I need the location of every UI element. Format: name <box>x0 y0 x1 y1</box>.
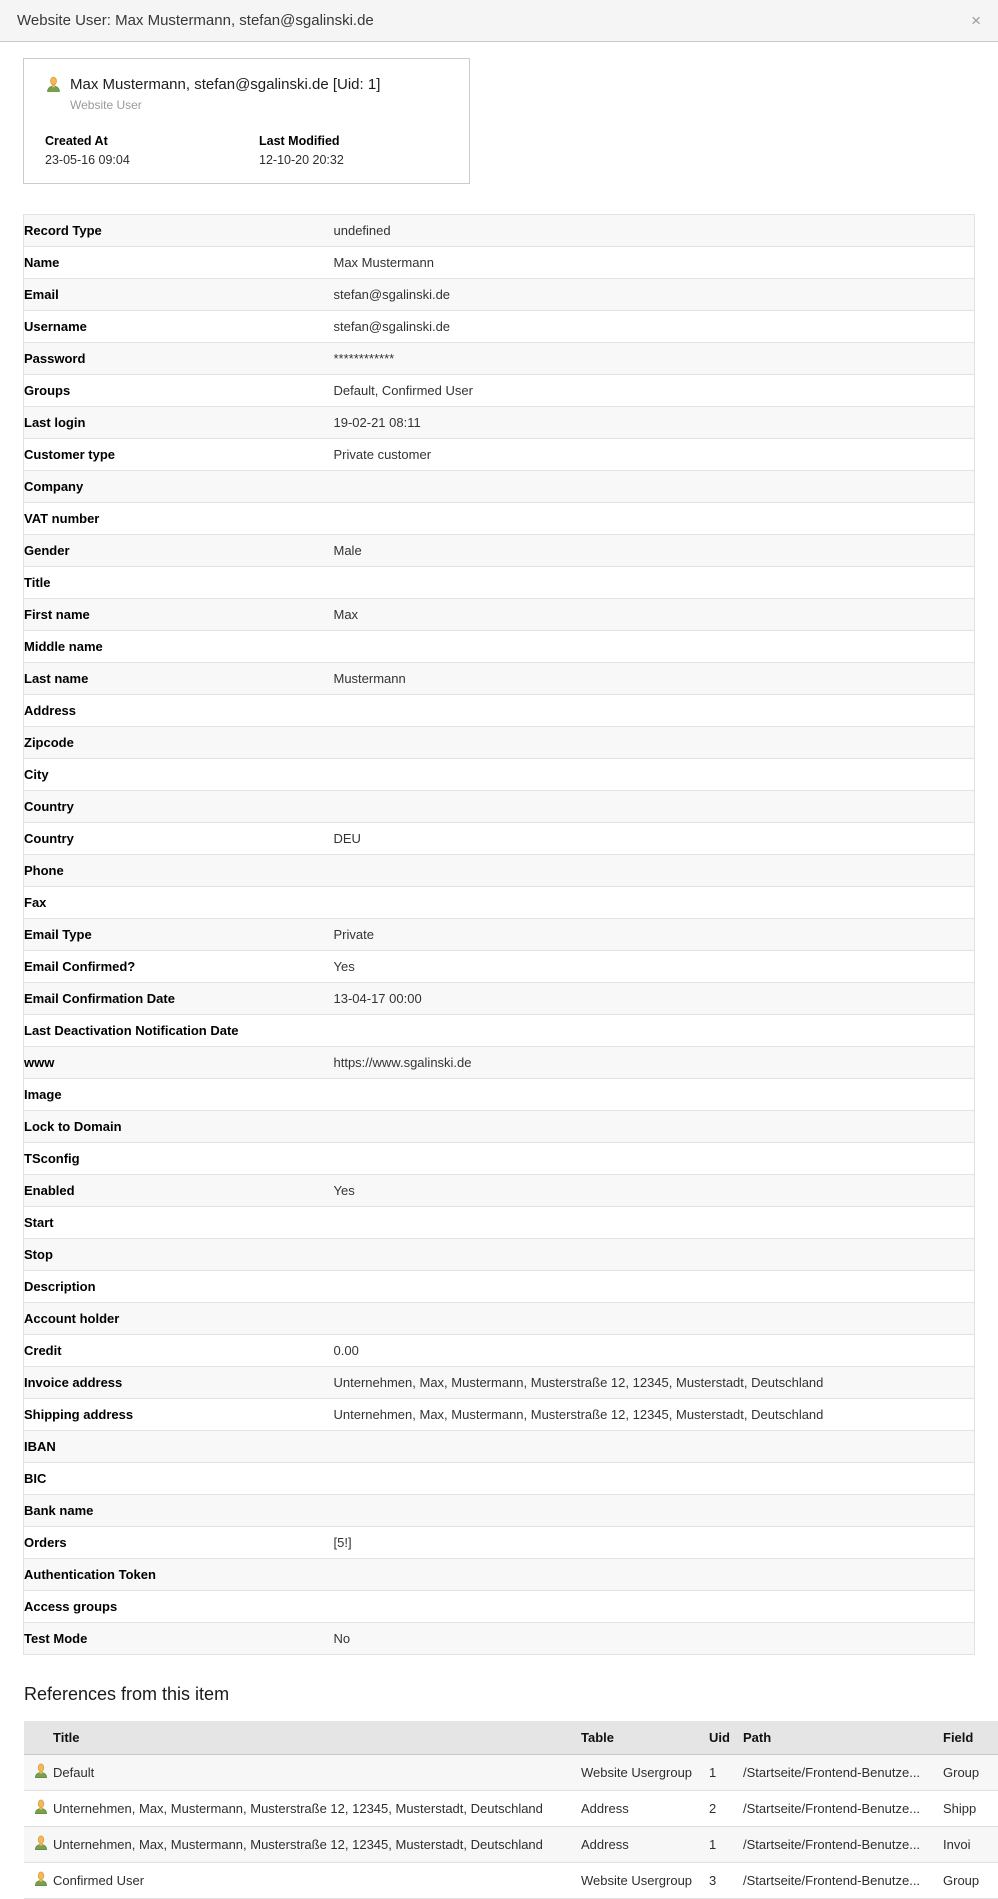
column-header-path: Path <box>743 1721 943 1755</box>
detail-row <box>24 759 975 791</box>
frontend-user-icon <box>33 1871 49 1887</box>
detail-value: Male <box>333 543 362 558</box>
record-header <box>45 76 451 93</box>
created-at-value: 23-05-16 09:04 <box>45 153 130 167</box>
detail-row <box>24 887 975 919</box>
reference-uid: 2 <box>709 1801 717 1816</box>
references-header-row <box>24 1721 998 1755</box>
record-detail-table <box>23 214 975 1655</box>
detail-label: Bank name <box>24 1503 94 1518</box>
column-header-uid: Uid <box>709 1721 743 1755</box>
detail-value: https://www.sgalinski.de <box>333 1055 472 1070</box>
reference-uid: 3 <box>709 1873 717 1888</box>
detail-value: 13-04-17 00:00 <box>333 991 422 1006</box>
detail-row <box>24 1239 975 1271</box>
detail-label: Middle name <box>24 639 103 654</box>
detail-row <box>24 1047 975 1079</box>
reference-uid: 1 <box>709 1765 717 1780</box>
references-table <box>24 1721 998 1899</box>
detail-value: Private customer <box>333 447 432 462</box>
detail-label: Shipping address <box>24 1407 134 1422</box>
detail-label: Last name <box>24 671 89 686</box>
detail-label: Start <box>24 1215 54 1230</box>
reference-uid: 1 <box>709 1837 717 1852</box>
detail-value <box>334 1143 975 1175</box>
reference-row[interactable] <box>24 1755 998 1791</box>
detail-value <box>334 1207 975 1239</box>
user-info-card <box>23 58 470 184</box>
reference-title: Default <box>53 1765 95 1780</box>
detail-label: Description <box>24 1279 96 1294</box>
reference-title: Confirmed User <box>53 1873 145 1888</box>
last-modified-value: 12-10-20 20:32 <box>259 153 344 167</box>
detail-label: Name <box>24 255 60 270</box>
detail-label: Email Type <box>24 927 92 942</box>
detail-row <box>24 471 975 503</box>
detail-value: Yes <box>333 1183 355 1198</box>
detail-value <box>334 567 975 599</box>
detail-row <box>24 1399 975 1431</box>
detail-row <box>24 1463 975 1495</box>
detail-value: DEU <box>333 831 361 846</box>
detail-value <box>334 503 975 535</box>
detail-label: Credit <box>24 1343 62 1358</box>
detail-value <box>334 759 975 791</box>
detail-label: Image <box>24 1087 62 1102</box>
modal-title: Website User: Max Mustermann, stefan@sgalinski.de <box>17 12 374 29</box>
detail-row <box>24 1015 975 1047</box>
detail-label: Password <box>24 351 86 366</box>
detail-value <box>334 1111 975 1143</box>
detail-row <box>24 631 975 663</box>
frontend-user-icon <box>33 1799 49 1815</box>
reference-path: /Startseite/Frontend-Benutze... <box>743 1765 921 1780</box>
detail-label: Record Type <box>24 223 102 238</box>
detail-row <box>24 1175 975 1207</box>
reference-title: Unternehmen, Max, Mustermann, Musterstraße 12, 12345, Musterstadt, Deutschland <box>53 1837 543 1852</box>
detail-label: Invoice address <box>24 1375 123 1390</box>
detail-value: 0.00 <box>333 1343 359 1358</box>
reference-row[interactable] <box>24 1863 998 1899</box>
detail-label: Test Mode <box>24 1631 88 1646</box>
detail-label: Lock to Domain <box>24 1119 122 1134</box>
detail-row <box>24 1591 975 1623</box>
detail-label: Email Confirmed? <box>24 959 136 974</box>
close-button[interactable] <box>971 12 981 29</box>
reference-table: Address <box>581 1837 629 1852</box>
detail-value <box>334 727 975 759</box>
detail-row <box>24 407 975 439</box>
detail-row <box>24 791 975 823</box>
detail-row <box>24 1303 975 1335</box>
detail-label: Gender <box>24 543 70 558</box>
detail-row <box>24 727 975 759</box>
detail-row <box>24 1431 975 1463</box>
detail-value: [5!] <box>333 1535 352 1550</box>
detail-row <box>24 823 975 855</box>
detail-value <box>334 631 975 663</box>
detail-value: Max Mustermann <box>333 255 434 270</box>
reference-field: Group <box>943 1873 980 1888</box>
detail-value <box>334 1463 975 1495</box>
detail-value: Unternehmen, Max, Mustermann, Musterstraße 12, 12345, Musterstadt, Deutschland <box>333 1407 824 1422</box>
detail-label: City <box>24 767 49 782</box>
detail-row <box>24 535 975 567</box>
detail-label: Email Confirmation Date <box>24 991 175 1006</box>
detail-value <box>334 855 975 887</box>
detail-value <box>334 887 975 919</box>
detail-value: Yes <box>333 959 355 974</box>
detail-row <box>24 951 975 983</box>
detail-value: undefined <box>333 223 391 238</box>
detail-value: Max <box>333 607 359 622</box>
reference-field: Invoi <box>943 1837 971 1852</box>
detail-value: ************ <box>333 351 395 366</box>
detail-label: VAT number <box>24 511 100 526</box>
detail-label: Country <box>24 799 74 814</box>
detail-row <box>24 439 975 471</box>
detail-label: Account holder <box>24 1311 120 1326</box>
detail-label: Fax <box>24 895 47 910</box>
detail-row <box>24 599 975 631</box>
detail-row <box>24 1079 975 1111</box>
detail-row <box>24 279 975 311</box>
detail-row <box>24 503 975 535</box>
modal-header <box>0 0 998 42</box>
detail-row <box>24 1207 975 1239</box>
detail-value <box>334 471 975 503</box>
detail-value: Default, Confirmed User <box>333 383 473 398</box>
detail-value <box>334 1015 975 1047</box>
reference-row[interactable] <box>24 1827 998 1863</box>
record-dates <box>45 134 451 167</box>
reference-path: /Startseite/Frontend-Benutze... <box>743 1837 921 1852</box>
detail-label: Last Deactivation Notification Date <box>24 1023 239 1038</box>
detail-row <box>24 1111 975 1143</box>
reference-title: Unternehmen, Max, Mustermann, Musterstraße 12, 12345, Musterstadt, Deutschland <box>53 1801 543 1816</box>
detail-value <box>334 1591 975 1623</box>
column-header-icon <box>24 1721 53 1755</box>
detail-row <box>24 1623 975 1655</box>
detail-value <box>334 1431 975 1463</box>
last-modified-label: Last Modified <box>259 134 340 148</box>
detail-value: Private <box>333 927 374 942</box>
detail-value <box>334 1495 975 1527</box>
detail-label: BIC <box>24 1471 47 1486</box>
detail-row <box>24 919 975 951</box>
detail-label: Stop <box>24 1247 53 1262</box>
detail-value <box>334 1559 975 1591</box>
column-header-table: Table <box>581 1721 709 1755</box>
detail-row <box>24 983 975 1015</box>
detail-label: Username <box>24 319 87 334</box>
detail-label: Zipcode <box>24 735 74 750</box>
detail-row <box>24 247 975 279</box>
frontend-user-icon <box>33 1835 49 1851</box>
detail-label: Access groups <box>24 1599 118 1614</box>
detail-row <box>24 567 975 599</box>
detail-row <box>24 1271 975 1303</box>
record-title: Max Mustermann, stefan@sgalinski.de [Uid: 1] <box>70 76 381 93</box>
detail-row <box>24 1335 975 1367</box>
detail-label: Company <box>24 479 84 494</box>
detail-label: Enabled <box>24 1183 75 1198</box>
detail-value: 19-02-21 08:11 <box>333 415 421 430</box>
references-heading: References from this item <box>24 1684 230 1704</box>
frontend-user-icon <box>45 76 62 93</box>
detail-row <box>24 1527 975 1559</box>
detail-row <box>24 663 975 695</box>
detail-value: stefan@sgalinski.de <box>333 319 451 334</box>
detail-label: www <box>24 1055 55 1070</box>
detail-row <box>24 855 975 887</box>
detail-label: Country <box>24 831 74 846</box>
detail-value <box>334 791 975 823</box>
detail-label: Orders <box>24 1535 67 1550</box>
detail-row <box>24 1559 975 1591</box>
detail-label: First name <box>24 607 90 622</box>
close-icon: × <box>971 11 981 30</box>
detail-row <box>24 1495 975 1527</box>
detail-label: IBAN <box>24 1439 56 1454</box>
detail-row <box>24 215 975 247</box>
detail-row <box>24 343 975 375</box>
detail-label: Last login <box>24 415 86 430</box>
reference-table: Address <box>581 1801 629 1816</box>
column-header-title: Title <box>53 1721 581 1755</box>
detail-label: Email <box>24 287 59 302</box>
detail-row <box>24 1143 975 1175</box>
detail-label: Address <box>24 703 77 718</box>
detail-value <box>334 1303 975 1335</box>
detail-row <box>24 311 975 343</box>
detail-label: Title <box>24 575 51 590</box>
record-type-label: Website User <box>70 98 142 112</box>
reference-path: /Startseite/Frontend-Benutze... <box>743 1801 921 1816</box>
detail-label: TSconfig <box>24 1151 80 1166</box>
detail-label: Phone <box>24 863 64 878</box>
frontend-user-icon <box>33 1763 49 1779</box>
created-at-label: Created At <box>45 134 108 148</box>
detail-value <box>334 1271 975 1303</box>
column-header-field: Field <box>943 1721 998 1755</box>
detail-row <box>24 375 975 407</box>
reference-field: Shipp <box>943 1801 977 1816</box>
reference-row[interactable] <box>24 1791 998 1827</box>
detail-row <box>24 695 975 727</box>
detail-value <box>334 1079 975 1111</box>
detail-value: Mustermann <box>333 671 406 686</box>
detail-value: No <box>333 1631 351 1646</box>
detail-label: Groups <box>24 383 71 398</box>
reference-field: Group <box>943 1765 980 1780</box>
reference-table: Website Usergroup <box>581 1765 693 1780</box>
detail-value: stefan@sgalinski.de <box>333 287 451 302</box>
detail-label: Authentication Token <box>24 1567 156 1582</box>
detail-label: Customer type <box>24 447 116 462</box>
detail-value <box>334 1239 975 1271</box>
reference-table: Website Usergroup <box>581 1873 693 1888</box>
detail-value <box>334 695 975 727</box>
detail-row <box>24 1367 975 1399</box>
detail-value: Unternehmen, Max, Mustermann, Musterstraße 12, 12345, Musterstadt, Deutschland <box>333 1375 824 1390</box>
reference-path: /Startseite/Frontend-Benutze... <box>743 1873 921 1888</box>
